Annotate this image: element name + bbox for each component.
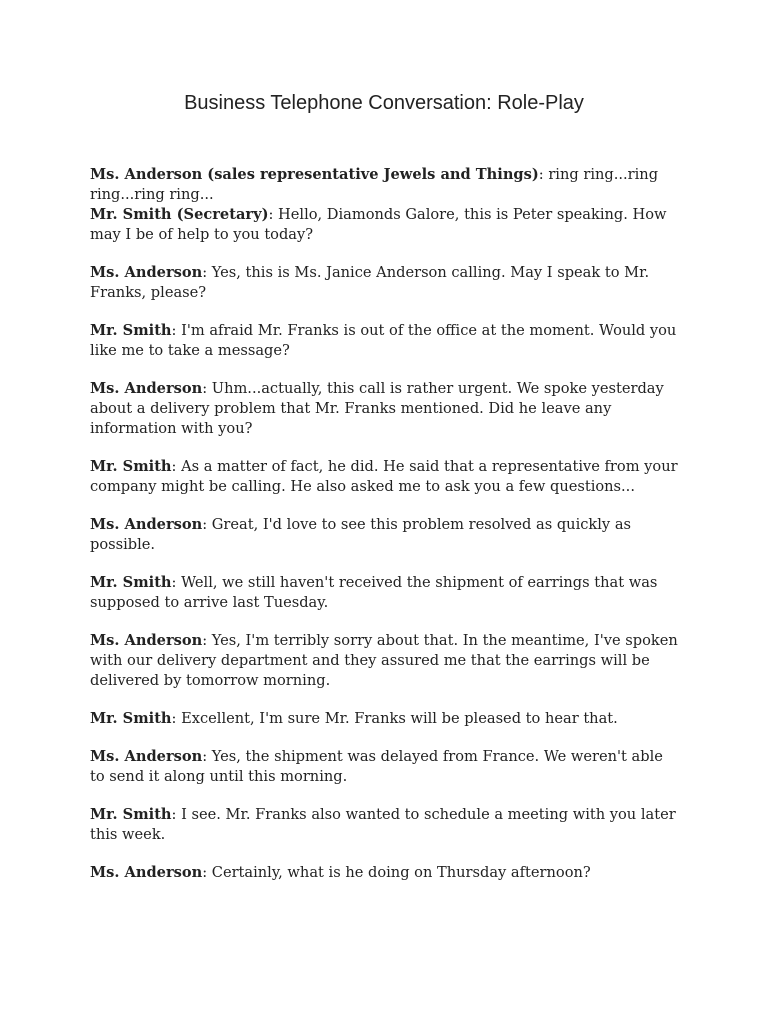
dialogue-line — [90, 379, 680, 439]
dialogue-line — [90, 515, 680, 555]
dialogue-line — [90, 631, 680, 691]
speaker-name: Ms. Anderson — [90, 864, 203, 881]
document-title: Business Telephone Conversation: Role-Play — [184, 92, 584, 114]
speech-text: : As a matter of fact, he did. He said that a representative from your company might be calling. He also asked me to ask you a few questions... — [90, 458, 678, 495]
dialogue-line — [90, 747, 680, 787]
dialogue-line — [90, 457, 680, 497]
speech-text: : Yes, this is Ms. Janice Anderson calling. May I speak to Mr. Franks, please? — [90, 264, 650, 301]
speaker-name: Mr. Smith — [90, 458, 172, 475]
dialogue-line — [90, 263, 680, 303]
speaker-name: Mr. Smith — [90, 710, 172, 727]
speaker-name: Ms. Anderson — [90, 632, 203, 649]
dialogue-line — [90, 205, 680, 245]
speaker-name: Mr. Smith — [90, 806, 172, 823]
dialogue — [90, 165, 680, 883]
speaker-name: Ms. Anderson — [90, 516, 203, 533]
speech-text: : Yes, I'm terribly sorry about that. In the meantime, I've spoken with our delivery department and they assured me that the earrings will be delivered by tomorrow morning. — [90, 632, 678, 689]
speaker-name: Mr. Smith — [90, 574, 172, 591]
speech-text: : Hello, Diamonds Galore, this is Peter speaking. How may I be of help to you today? — [90, 206, 667, 243]
speech-text: : Excellent, I'm sure Mr. Franks will be pleased to hear that. — [171, 710, 618, 727]
speaker-name: Ms. Anderson — [90, 748, 203, 765]
dialogue-line — [90, 805, 680, 845]
dialogue-line — [90, 863, 680, 883]
speech-text: : I see. Mr. Franks also wanted to schedule a meeting with you later this week. — [90, 806, 676, 843]
speaker-name: Ms. Anderson (sales representative Jewels and Things) — [90, 166, 539, 183]
speech-text: : Yes, the shipment was delayed from France. We weren't able to send it along until this morning. — [90, 748, 663, 785]
speaker-name: Mr. Smith (Secretary) — [90, 206, 269, 223]
speech-text: : Certainly, what is he doing on Thursday afternoon? — [202, 864, 591, 881]
speech-text: : Uhm...actually, this call is rather urgent. We spoke yesterday about a delivery problem that Mr. Franks mentioned. Did he leave any information with you? — [90, 380, 664, 437]
speaker-name: Ms. Anderson — [90, 380, 203, 397]
dialogue-line — [90, 573, 680, 613]
speech-text: : ring ring...ring ring...ring ring... — [90, 166, 659, 203]
dialogue-line — [90, 165, 680, 205]
speech-text: : I'm afraid Mr. Franks is out of the office at the moment. Would you like me to take a message? — [90, 322, 677, 359]
speaker-name: Mr. Smith — [90, 322, 172, 339]
speaker-name: Ms. Anderson — [90, 264, 203, 281]
dialogue-line — [90, 321, 680, 361]
dialogue-line — [90, 709, 680, 729]
speech-text: : Great, I'd love to see this problem resolved as quickly as possible. — [90, 516, 632, 553]
speech-text: : Well, we still haven't received the shipment of earrings that was supposed to arrive last Tuesday. — [90, 574, 658, 611]
